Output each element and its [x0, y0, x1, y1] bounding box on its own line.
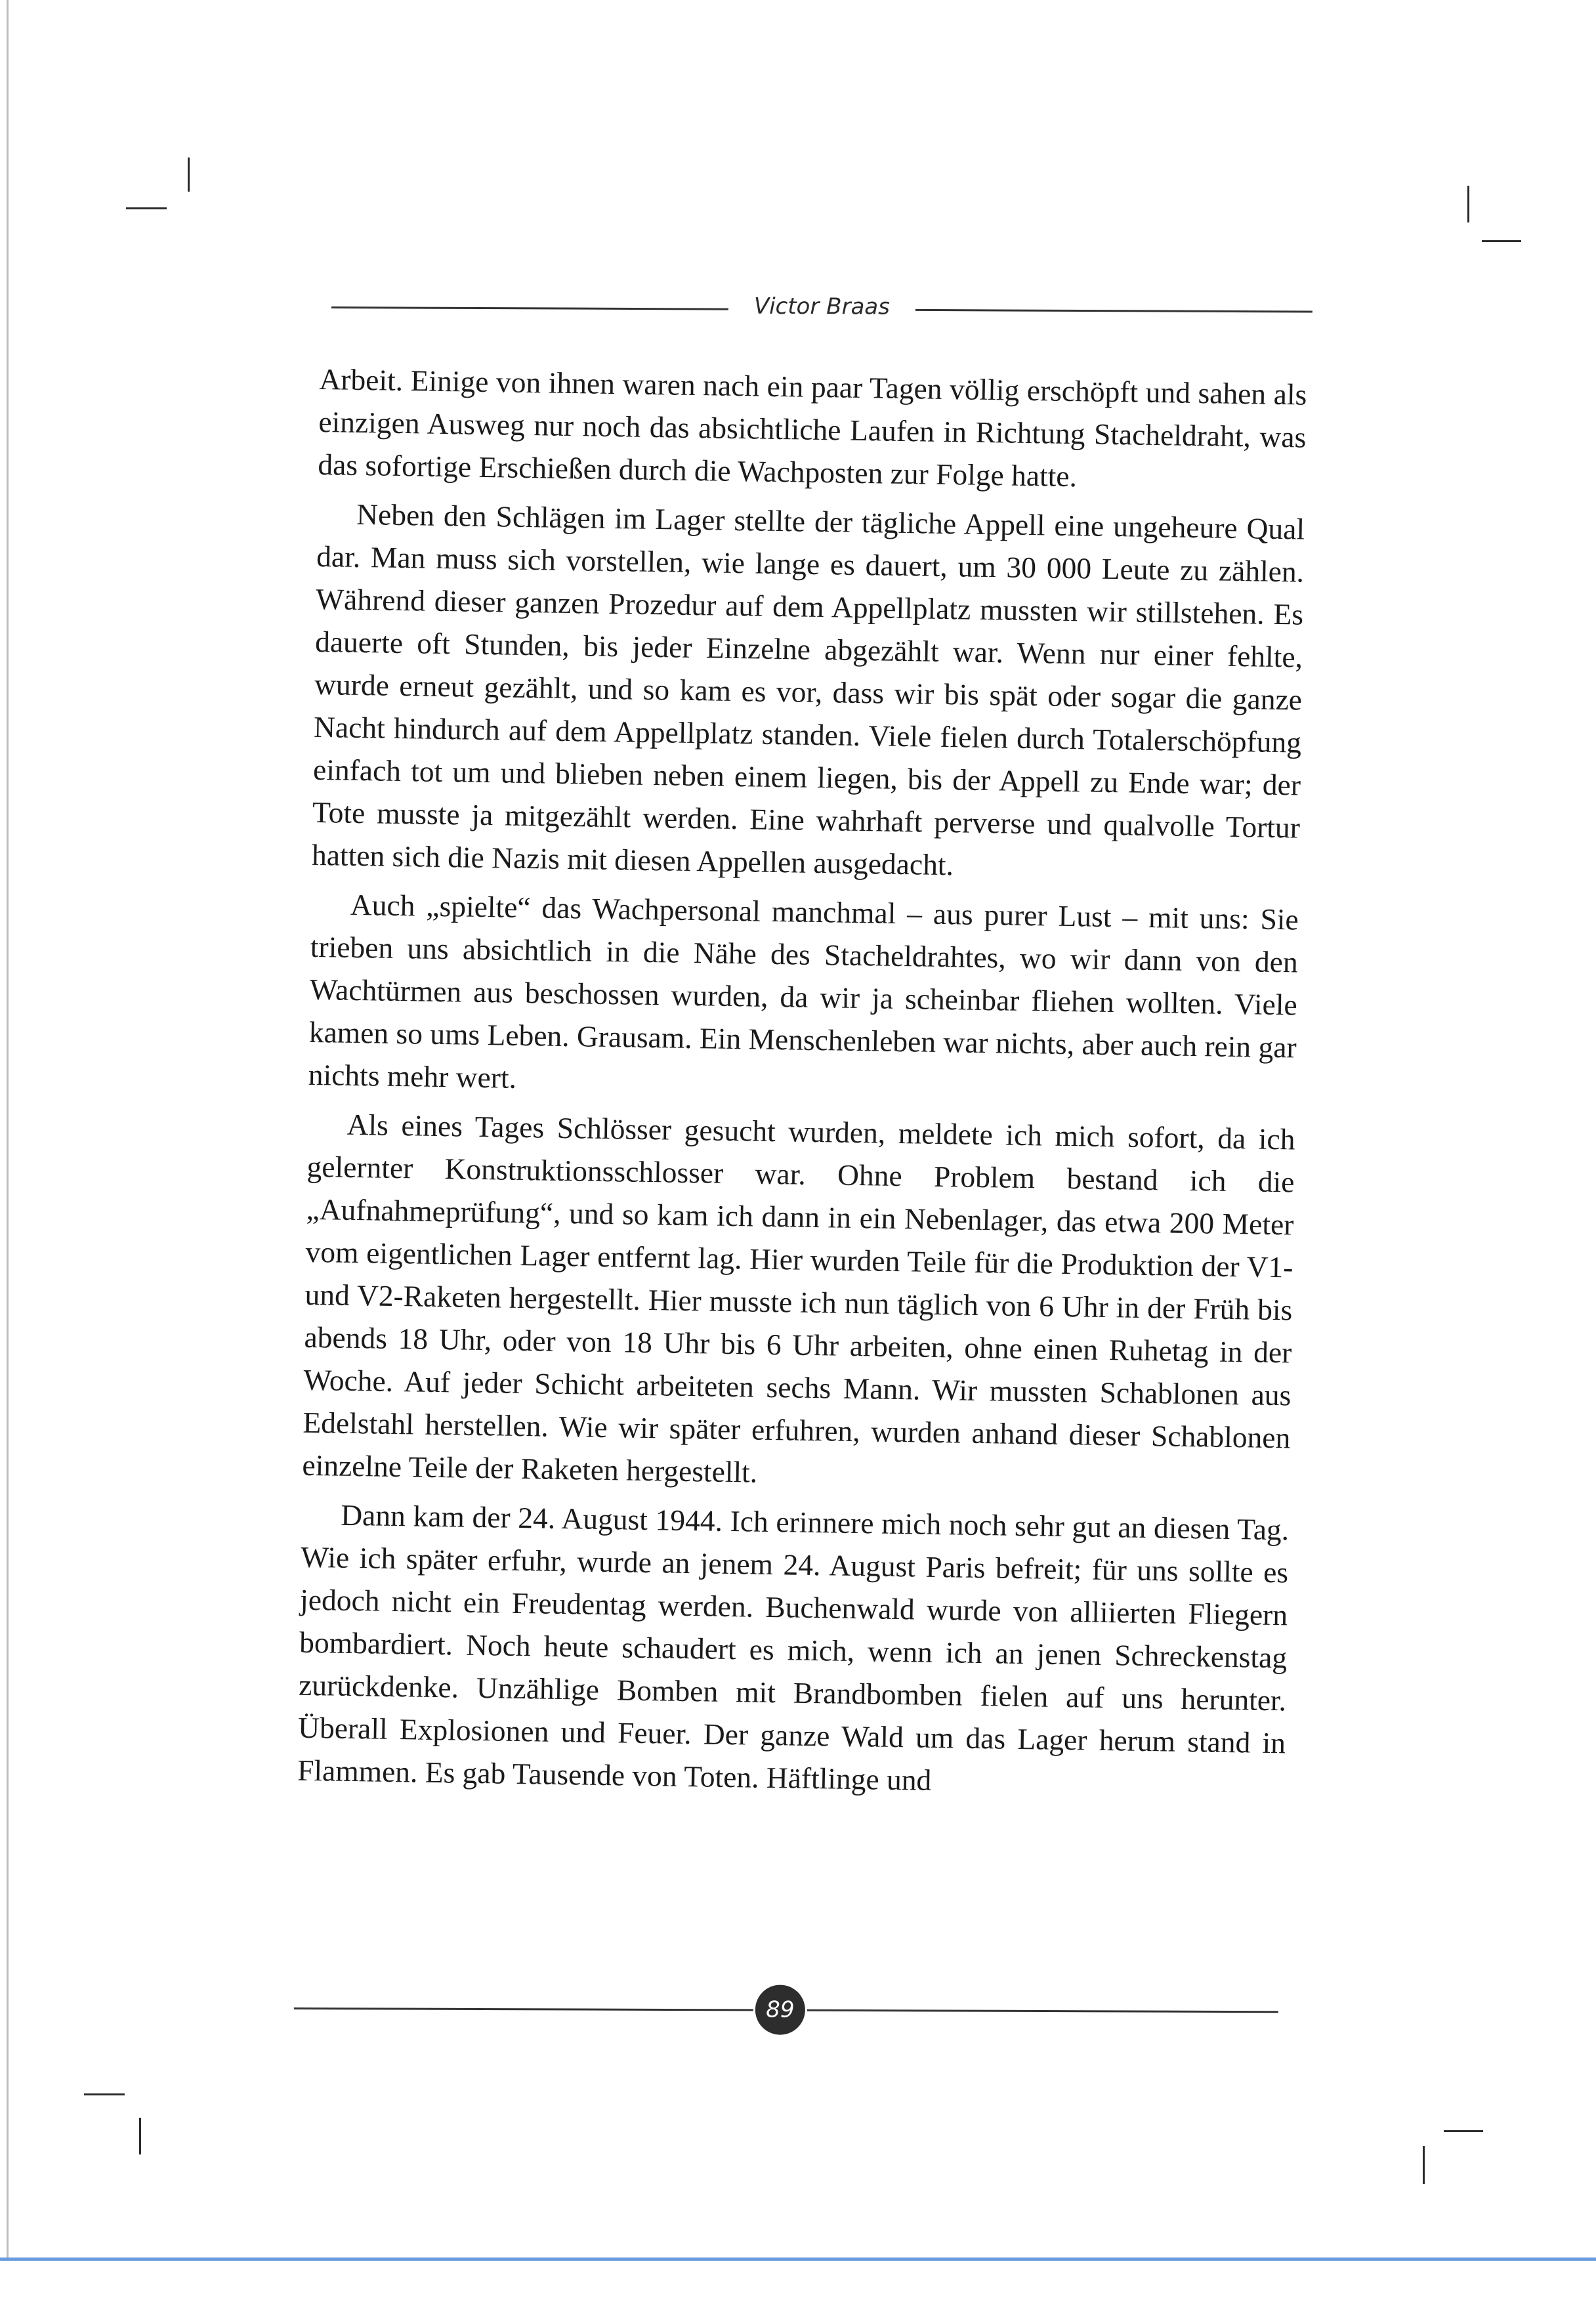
paragraph: Neben den Schlägen im Lager stellte der tägliche Appell eine ungeheure Qual dar. Man muss sich vorstellen, wie lange es dauert, um 30 000 Leute zu zählen. Während dieser ganzen Prozedur auf dem Appellplatz mussten wir stillstehen. Es dauerte oft Stunden, bis jeder Einzelne abgezählt war. Wenn nur einer fehlte, wurde erneut gezählt, und so kam es vor, dass wir bis spät oder sogar die ganze Nacht hindurch auf dem Appellplatz standen. Viele fielen durch Totalerschöpfung einfach tot um und blieben neben einem liegen, bis der Appell zu Ende war; der Tote musste ja mitgezählt werden. Eine wahrhaft perverse und qualvolle Tortur hatten sich die Nazis mit diesen Appellen ausgedacht.	[311, 497, 1305, 882]
crop-mark-top-right-horizontal	[1482, 240, 1521, 242]
running-header	[331, 289, 1312, 339]
crop-mark-top-left-vertical	[188, 158, 190, 192]
scan-bottom-line	[0, 2258, 1596, 2261]
crop-mark-bottom-left-horizontal	[84, 2093, 125, 2095]
crop-mark-bottom-left-vertical	[139, 2118, 141, 2154]
paragraph: Arbeit. Einige von ihnen waren nach ein paar Tagen völlig erschöpft und sahen als einzigen Ausweg nur noch das absichtliche Laufen in Richtung Stacheldraht, was das sofortige Erschießen durch die Wachposten zur Folge hatte.	[318, 362, 1307, 494]
crop-mark-bottom-right-vertical	[1423, 2146, 1425, 2184]
footer-rule-right	[807, 2009, 1278, 2013]
paragraph: Auch „spielte“ das Wachpersonal manchmal – aus purer Lust – mit uns: Sie trieben uns absichtlich in die Nähe des Stacheldrahtes, wo wir dann von den Wachtürmen aus beschossen wurden, da wir ja scheinbar fliehen wollten. Viele kamen so ums Leben. Grausam. Ein Menschenleben war nichts, aber auch rein gar nichts mehr wert.	[308, 887, 1299, 1095]
header-rule-right	[915, 309, 1312, 313]
paragraph: Dann kam der 24. August 1944. Ich erinnere mich noch sehr gut an diesen Tag. Wie ich später erfuhr, wurde an jenem 24. August Paris befreit; für uns sollte es jedoch nicht ein Freudentag werden. Buchenwald wurde von alliierten Fliegern bombardiert. Noch heute schaudert es mich, wenn ich an jenen Schreckenstag zurückdenke. Unzählige Bomben mit Brandbomben fielen auf uns herunter. Überall Explosionen und Feuer. Der ganze Wald um das Lager herum stand in Flammen. Es gab Tausende von Toten. Häftlinge und	[297, 1498, 1290, 1797]
body-text	[297, 358, 1307, 1807]
crop-mark-top-right-vertical	[1467, 186, 1469, 222]
crop-mark-bottom-right-horizontal	[1444, 2130, 1483, 2132]
crop-mark-top-left-horizontal	[126, 207, 167, 209]
running-header-author: Victor Braas	[753, 293, 890, 320]
scan-edge-left	[7, 0, 9, 2258]
page-number-badge: 89	[755, 1984, 805, 2034]
footer-rule-left	[294, 2007, 753, 2011]
paragraph: Als eines Tages Schlösser gesucht wurden, meldete ich mich sofort, da ich gelernter Konstruktionsschlosser war. Ohne Problem bestand ich die „Aufnahmeprüfung“, und so kam ich dann in ein Nebenlager, das etwa 200 Meter vom eigentlichen Lager entfernt lag. Hier wurden Teile für die Produktion der V1- und V2-Raketen hergestellt. Hier musste ich nun täglich von 6 Uhr in der Früh bis abends 18 Uhr, oder von 18 Uhr bis 6 Uhr arbeiten, ohne einen Ruhetag in der Woche. Auf jeder Schicht arbeiteten sechs Mann. Wir mussten Schablonen aus Edelstahl herstellen. Wie wir später erfuhren, wurden anhand dieser Schablonen einzelne Teile der Raketen hergestellt.	[302, 1107, 1295, 1489]
page-footer	[294, 1983, 1278, 2039]
header-rule-left	[331, 306, 728, 310]
